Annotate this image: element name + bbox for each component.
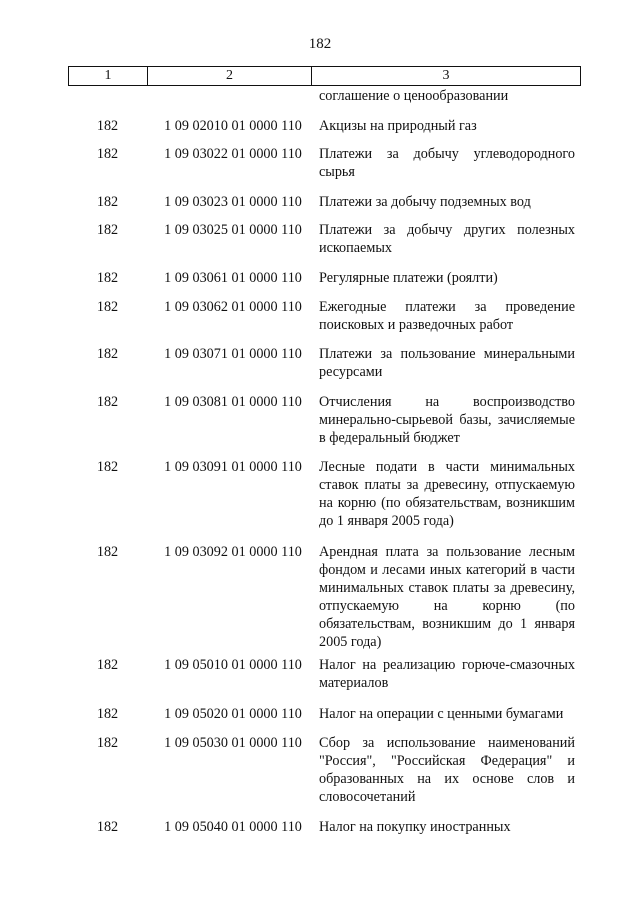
table-row bbox=[68, 543, 581, 656]
kbk-code: 1 09 03071 01 0000 110 bbox=[164, 346, 302, 362]
header-col-2: 2 bbox=[148, 67, 312, 85]
income-name: Ежегодные платежи за проведение поисковых и разведочных работ bbox=[319, 299, 575, 333]
kbk-code: 1 09 03061 01 0000 110 bbox=[164, 270, 302, 286]
table-row bbox=[68, 193, 581, 221]
admin-code: 182 bbox=[96, 657, 119, 673]
table-row bbox=[68, 705, 581, 734]
table-row bbox=[68, 117, 581, 145]
admin-code: 182 bbox=[96, 270, 119, 286]
kbk-code: 1 09 03081 01 0000 110 bbox=[164, 394, 302, 410]
kbk-code: 1 09 03091 01 0000 110 bbox=[164, 459, 302, 475]
header-col-1: 1 bbox=[69, 67, 148, 85]
admin-code: 182 bbox=[96, 118, 119, 134]
kbk-code: 1 09 03023 01 0000 110 bbox=[164, 194, 302, 210]
kbk-code: 1 09 03062 01 0000 110 bbox=[164, 299, 302, 315]
admin-code: 182 bbox=[96, 394, 119, 410]
admin-code: 182 bbox=[96, 346, 119, 362]
table-row bbox=[68, 458, 581, 543]
table-row bbox=[68, 145, 581, 193]
header-col-3: 3 bbox=[442, 68, 450, 83]
kbk-code: 1 09 05030 01 0000 110 bbox=[164, 735, 302, 751]
continuation-row bbox=[68, 87, 581, 117]
admin-code: 182 bbox=[96, 735, 119, 751]
admin-code: 182 bbox=[96, 146, 119, 162]
income-name: Арендная плата за пользование лесным фондом и лесами иных категорий в части минимальных ставок платы за древесину, отпускаемую на корню (по обязательствам, возникшим до 1 января 2005 года) bbox=[319, 544, 575, 650]
income-name: Налог на реализацию горюче-смазочных материалов bbox=[319, 657, 575, 691]
income-name: Платежи за добычу подземных вод bbox=[319, 194, 531, 210]
table-row bbox=[68, 298, 581, 345]
table-row bbox=[68, 221, 581, 269]
income-name: Налог на покупку иностранных bbox=[319, 819, 511, 835]
income-name: Сбор за использование наименований "Россия", "Российская Федерация" и образованных на их основе слов и словосочетаний bbox=[319, 735, 575, 805]
admin-code: 182 bbox=[96, 459, 119, 475]
admin-code: 182 bbox=[96, 544, 119, 560]
table-header bbox=[68, 66, 581, 86]
income-name: Налог на операции с ценными бумагами bbox=[319, 706, 564, 722]
table-row bbox=[68, 269, 581, 298]
kbk-code: 1 09 05040 01 0000 110 bbox=[164, 819, 302, 835]
income-name: Регулярные платежи (роялти) bbox=[319, 270, 498, 286]
table-row bbox=[68, 393, 581, 458]
income-name: Платежи за пользование минеральными ресурсами bbox=[319, 346, 575, 380]
kbk-code: 1 09 02010 01 0000 110 bbox=[164, 118, 302, 134]
admin-code: 182 bbox=[96, 819, 119, 835]
income-name: Отчисления на воспроизводство минерально-сырьевой базы, зачисляемые в федеральный бюджет bbox=[319, 394, 575, 446]
table-row bbox=[68, 656, 581, 705]
admin-code: 182 bbox=[96, 194, 119, 210]
kbk-code: 1 09 03022 01 0000 110 bbox=[164, 146, 302, 162]
table-row bbox=[68, 734, 581, 818]
table-body bbox=[68, 87, 581, 842]
table-row bbox=[68, 818, 581, 842]
kbk-code: 1 09 05020 01 0000 110 bbox=[164, 706, 302, 722]
income-name: Акцизы на природный газ bbox=[319, 118, 477, 134]
page-number: 182 bbox=[308, 36, 332, 52]
admin-code: 182 bbox=[96, 706, 119, 722]
admin-code: 182 bbox=[96, 222, 119, 238]
kbk-code: 1 09 03025 01 0000 110 bbox=[164, 222, 302, 238]
income-name: Платежи за добычу других полезных ископаемых bbox=[319, 222, 575, 256]
kbk-code: 1 09 03092 01 0000 110 bbox=[164, 544, 302, 560]
kbk-code: 1 09 05010 01 0000 110 bbox=[164, 657, 302, 673]
table-row bbox=[68, 345, 581, 393]
continuation-text: соглашение о ценообразовании bbox=[319, 88, 509, 104]
admin-code: 182 bbox=[96, 299, 119, 315]
income-name: Лесные подати в части минимальных ставок платы за древесину, отпускаемую на корню (по обязательствам, возникшим до 1 января 2005 года) bbox=[319, 459, 575, 529]
income-name: Платежи за добычу углеводородного сырья bbox=[319, 146, 575, 180]
